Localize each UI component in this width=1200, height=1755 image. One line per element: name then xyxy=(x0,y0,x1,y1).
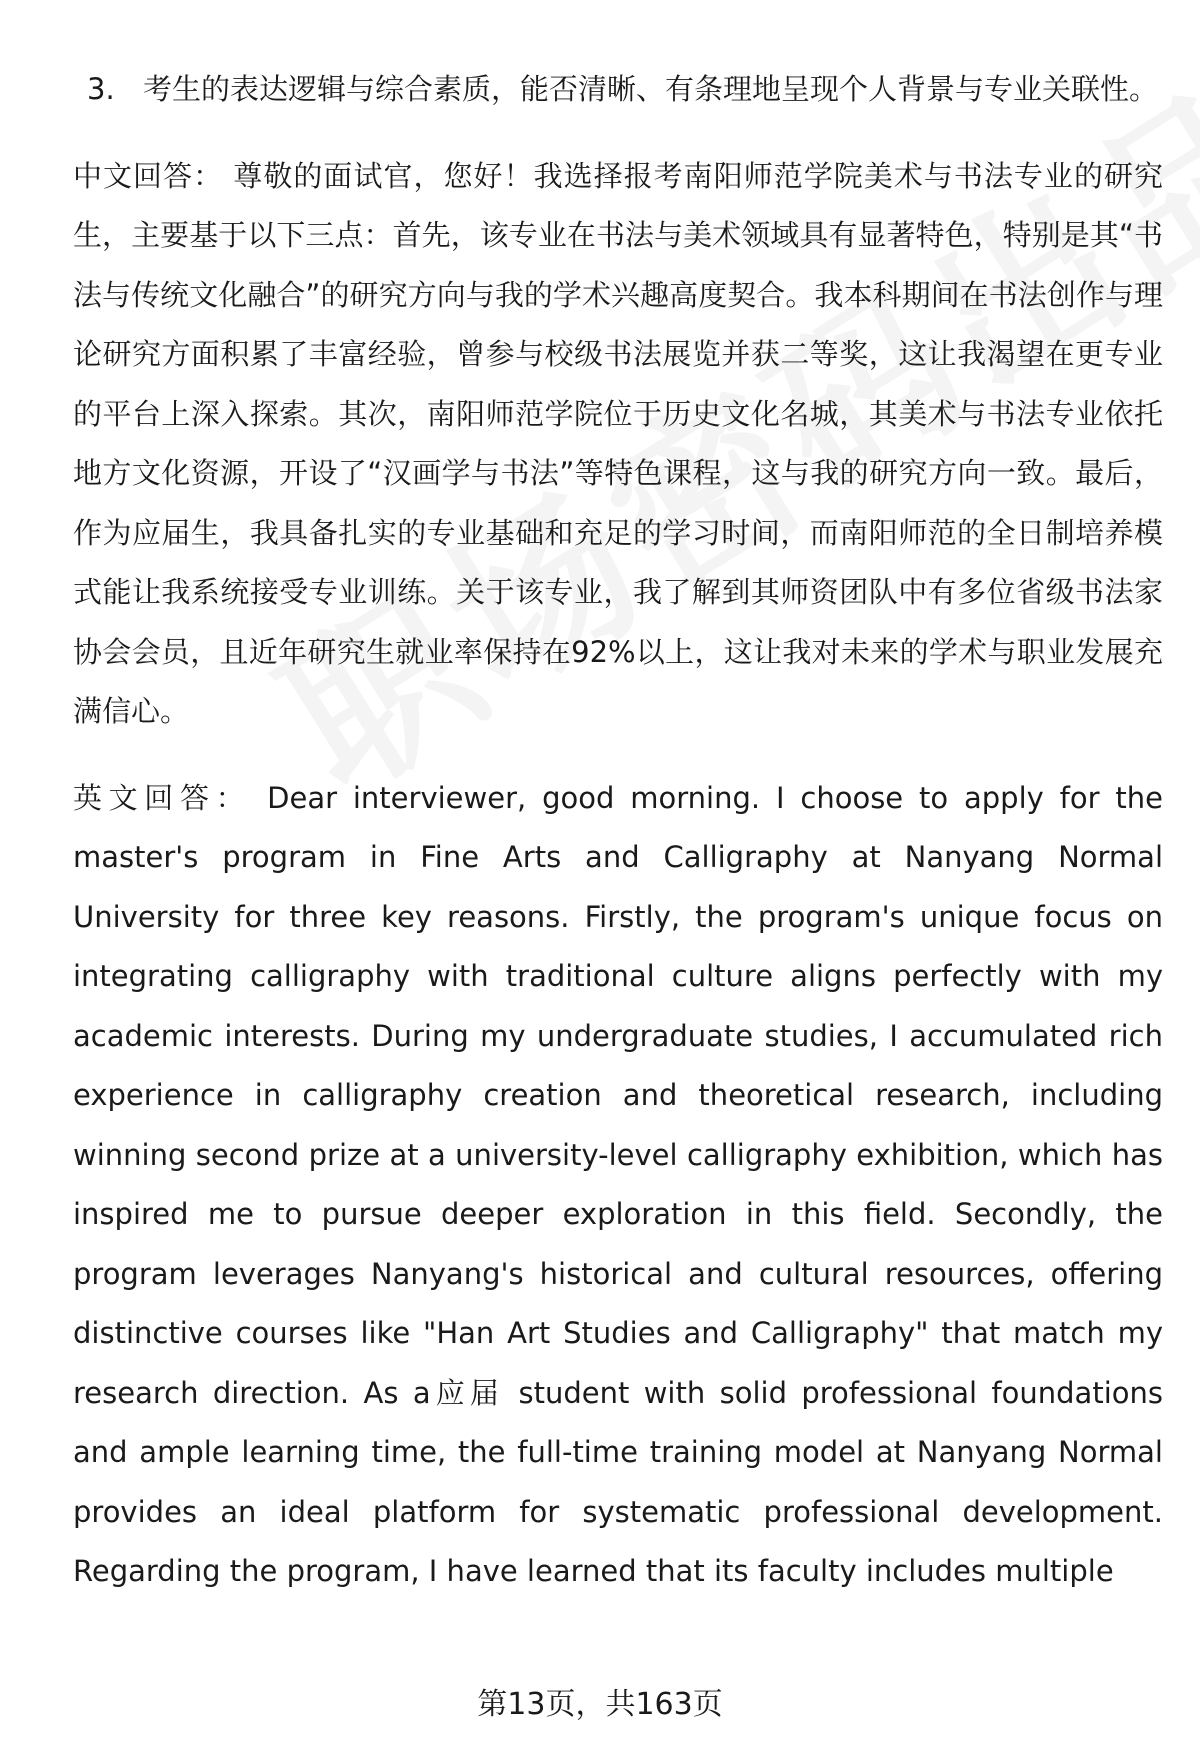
list-item-text: 考生的表达逻辑与综合素质，能否清晰、有条理地呈现个人背景与专业关联性。 xyxy=(143,72,1159,106)
english-answer-text: Dear interviewer, good morning. I choose to apply for the master's program in Fine Arts and Calligraphy at Nanyang Normal University for three key reasons. Firstly, the program's unique focus on integrating calligraphy with traditional culture aligns perfectly with my academic interests. During my undergraduate studies, I accumulated rich experience in calligraphy creation and theoretical research, including winning second prize at a university-level calligraphy exhibition, which has inspired me to pursue deeper exploration in this field. Secondly, the program leverages Nanyang's historical and cultural resources, offering distinctive courses like "Han Art Studies and Calligraphy" that match my research direction. As a应届 student with solid professional foundations and ample learning time, the full-time training model at Nanyang Normal provides an ideal platform for systematic professional development. Regarding the program, I have learned that its faculty includes multiple xyxy=(73,780,1164,1588)
chinese-answer xyxy=(73,147,1163,742)
list-item-number: 3. xyxy=(87,72,115,106)
list-item-3 xyxy=(87,60,1163,120)
english-answer-label: 英文回答： xyxy=(73,780,252,815)
document-page xyxy=(73,60,1163,1602)
page-number: 第13页，共163页 xyxy=(477,1687,723,1722)
chinese-answer-label: 中文回答： xyxy=(73,158,224,193)
chinese-answer-text: 尊敬的面试官，您好！我选择报考南阳师范学院美术与书法专业的研究生，主要基于以下三点：首先，该专业在书法与美术领域具有显著特色，特别是其“书法与传统文化融合”的研究方向与我的学术兴趣高度契合。我本科期间在书法创作与理论研究方面积累了丰富经验，曾参与校级书法展览并获二等奖，这让我渴望在更专业的平台上深入探索。其次，南阳师范学院位于历史文化名城，其美术与书法专业依托地方文化资源，开设了“汉画学与书法”等特色课程，这与我的研究方向一致。最后，作为应届生，我具备扎实的专业基础和充足的学习时间，而南阳师范的全日制培养模式能让我系统接受专业训练。关于该专业，我了解到其师资团队中有多位省级书法家协会会员，且近年研究生就业率保持在92%以上，这让我对未来的学术与职业发展充满信心。 xyxy=(73,158,1163,728)
english-answer xyxy=(73,769,1163,1602)
page-footer xyxy=(0,1685,1200,1725)
